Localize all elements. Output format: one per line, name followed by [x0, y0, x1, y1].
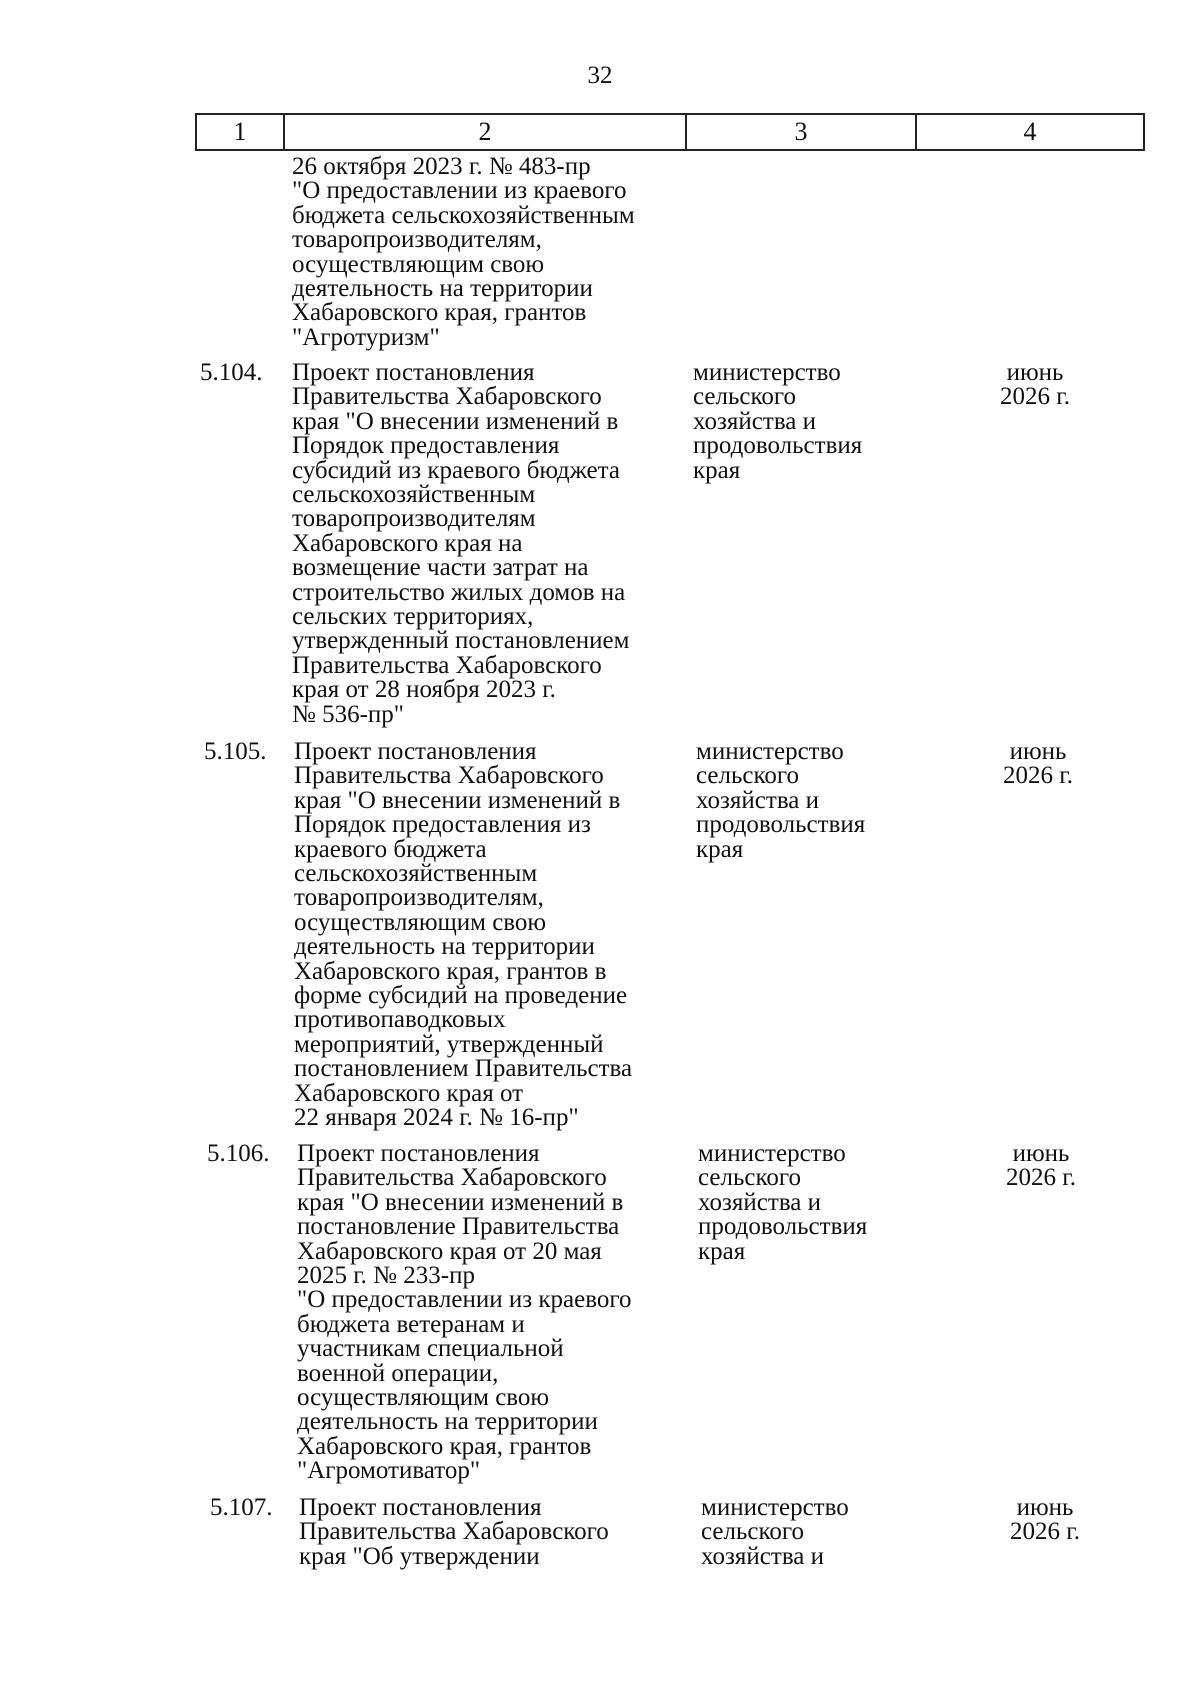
text-line: возмещение части затрат на [292, 554, 589, 582]
text-line: сельского [701, 1518, 804, 1546]
text-line: края "О внесении изменений в [297, 1188, 624, 1216]
text-line: осуществляющим свою [297, 1384, 550, 1412]
text-line: Порядок предоставления из [294, 811, 591, 839]
page-number: 32 [587, 62, 613, 89]
text-line: Хабаровского края, грантов [297, 1432, 592, 1460]
item-number: 5.106. [207, 1140, 270, 1167]
text-line: продовольствия [696, 811, 866, 839]
item-number: 5.104. [200, 359, 263, 386]
text-line: июнь [1016, 1494, 1074, 1521]
deadline [965, 361, 1105, 410]
item-number: 5.107. [210, 1494, 273, 1521]
text-line: Хабаровского края на [292, 529, 523, 557]
text-line: хозяйства и [693, 407, 817, 435]
text-line: субсидий из краевого бюджета [292, 456, 620, 484]
text-line: постановлением Правительства [294, 1055, 633, 1083]
deadline [968, 740, 1108, 789]
text-line: Проект постановления [292, 359, 535, 386]
continuation-text [292, 155, 635, 350]
text-line: министерство [693, 359, 841, 386]
table-header [195, 113, 1145, 151]
text-line: края [693, 456, 741, 484]
text-line: июнь [1012, 1140, 1070, 1167]
text-line: сельскохозяйственным [294, 860, 538, 888]
text-line: 2025 г. № 233-пр [297, 1262, 475, 1290]
text-line: края "О внесении изменений в [292, 407, 619, 435]
text-line: Хабаровского края, грантов в [294, 957, 607, 985]
text-line: товаропроизводителям, [292, 226, 542, 254]
responsible-party [693, 361, 862, 483]
text-line: "О предоставлении из краевого [292, 177, 627, 205]
deadline [975, 1496, 1115, 1545]
deadline [971, 1142, 1111, 1191]
text-line: продовольствия [698, 1213, 868, 1241]
text-line: хозяйства и [696, 786, 820, 814]
text-line: осуществляющим свою [292, 250, 545, 278]
text-line: противопаводковых [294, 1006, 506, 1034]
item-title [299, 1496, 609, 1569]
item-number: 5.105. [204, 738, 267, 765]
responsible-party [696, 740, 865, 862]
text-line: Правительства Хабаровского [294, 762, 604, 790]
text-line: министерство [698, 1140, 846, 1167]
text-line: министерство [701, 1494, 849, 1521]
text-line: 2026 г. [1000, 383, 1070, 411]
text-line: строительство жилых домов на [292, 578, 626, 606]
text-line: товаропроизводителям [292, 505, 536, 533]
text-line: 2026 г. [1010, 1518, 1080, 1546]
text-line: Правительства Хабаровского [299, 1518, 609, 1546]
text-line: военной операции, [297, 1359, 499, 1387]
text-line: хозяйства и [698, 1188, 822, 1216]
text-line: осуществляющим свою [294, 908, 547, 936]
text-line: Проект постановления [294, 738, 537, 765]
text-line: 2026 г. [1006, 1164, 1076, 1192]
item-title [297, 1142, 631, 1484]
text-line: "Агротуризм" [292, 323, 440, 351]
text-line: 2026 г. [1003, 762, 1073, 790]
responsible-party [698, 1142, 867, 1264]
text-line: Хабаровского края от [294, 1079, 524, 1107]
text-line: края "Об утверждении [299, 1542, 540, 1570]
text-line: Правительства Хабаровского [297, 1164, 607, 1192]
item-title [292, 361, 629, 727]
text-line: сельского [696, 762, 799, 790]
text-line: краевого бюджета [294, 835, 487, 863]
text-line: форме субсидий на проведение [294, 982, 628, 1010]
text-line: министерство [696, 738, 844, 765]
text-line: мероприятий, утвержденный [294, 1030, 604, 1058]
text-line: сельских территориях, [292, 603, 534, 631]
text-line: утвержденный постановлением [292, 627, 630, 655]
text-line: постановление Правительства [297, 1213, 620, 1241]
text-line: деятельность на территории [294, 933, 595, 961]
text-line: Хабаровского края от 20 мая [297, 1237, 602, 1265]
text-line: края "О внесении изменений в [294, 786, 621, 814]
text-line: Правительства Хабаровского [292, 651, 602, 679]
text-line: № 536-пр" [292, 700, 405, 728]
text-line: сельского [698, 1164, 801, 1192]
text-line: бюджета ветеранам и [297, 1310, 525, 1338]
text-line: края [696, 835, 744, 863]
header-col-3: 3 [685, 115, 915, 149]
text-line: края [698, 1237, 746, 1265]
text-line: хозяйства и [701, 1542, 825, 1570]
text-line: Правительства Хабаровского [292, 383, 602, 411]
header-col-2: 2 [283, 115, 685, 149]
text-line: сельского [693, 383, 796, 411]
text-line: деятельность на территории [292, 275, 593, 303]
text-line: Проект постановления [297, 1140, 540, 1167]
text-line: 22 января 2024 г. № 16-пр" [294, 1104, 579, 1132]
text-line: 26 октября 2023 г. № 483-пр [292, 153, 591, 180]
text-line: бюджета сельскохозяйственным [292, 201, 635, 229]
text-line: "Агромотиватор" [297, 1457, 481, 1485]
text-line: сельскохозяйственным [292, 481, 536, 509]
text-line: июнь [1006, 359, 1064, 386]
text-line: Хабаровского края, грантов [292, 299, 587, 327]
text-line: Проект постановления [299, 1494, 542, 1521]
responsible-party [701, 1496, 849, 1569]
text-line: Порядок предоставления [292, 432, 560, 460]
text-line: продовольствия [693, 432, 863, 460]
text-line: края от 28 ноября 2023 г. [292, 676, 556, 704]
text-line: деятельность на территории [297, 1408, 598, 1436]
text-line: июнь [1009, 738, 1067, 765]
header-col-1: 1 [233, 117, 247, 146]
item-title [294, 740, 632, 1131]
text-line: "О предоставлении из краевого [297, 1286, 632, 1314]
text-line: участникам специальной [297, 1335, 564, 1363]
text-line: товаропроизводителям, [294, 884, 544, 912]
header-col-4: 4 [915, 115, 1143, 149]
